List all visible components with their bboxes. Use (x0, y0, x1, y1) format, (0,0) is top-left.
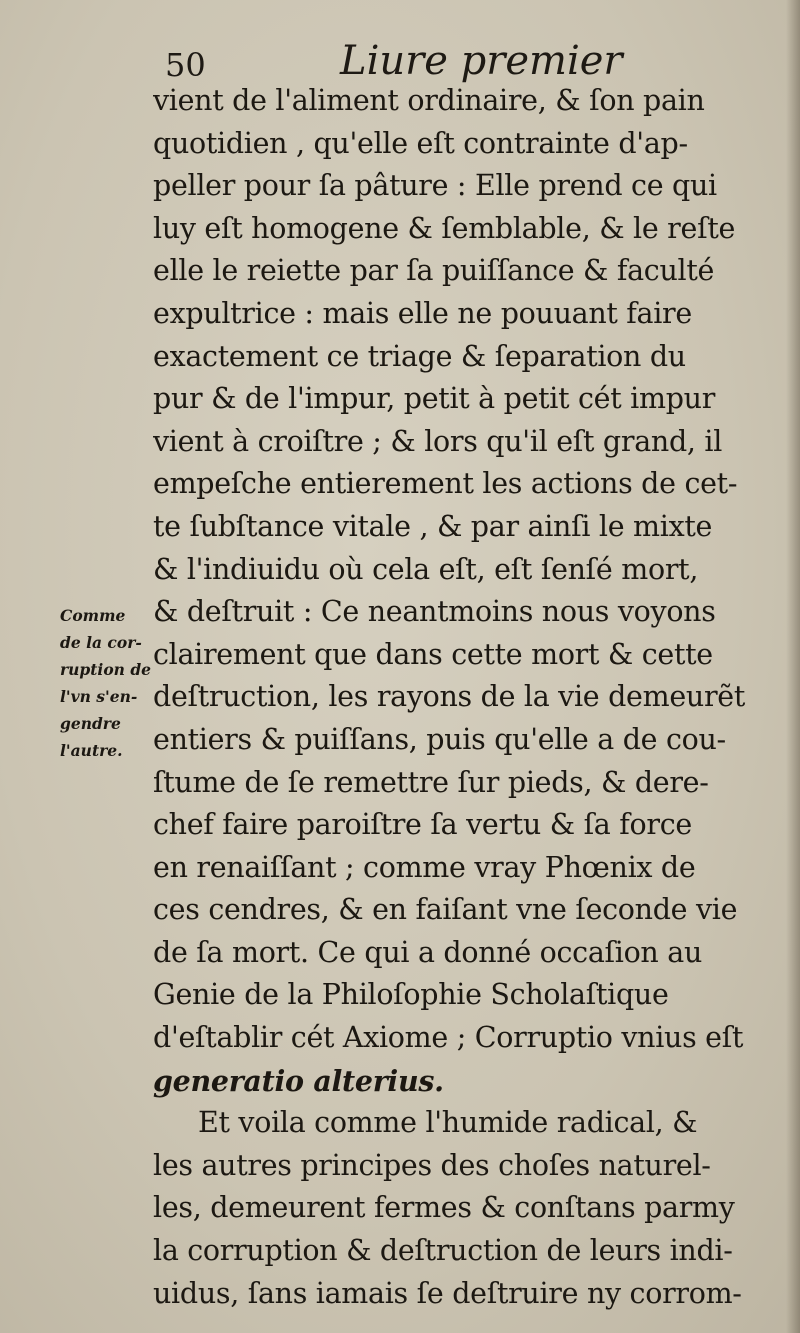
text-line: deſtruction, les rayons de la vie demeurẽt (153, 680, 746, 714)
marginal-note-line: l'autre. (60, 741, 123, 760)
text-line: Genie de la Philoſophie Scholaſtique (153, 978, 669, 1012)
text-line: clairement que dans cette mort & cette (153, 637, 713, 671)
text-line: exactement ce triage & ſeparation du (153, 339, 686, 373)
text-line: d'eſtablir cét Axiome ; Corruptio vnius eſt (153, 1021, 744, 1055)
running-title: Liure premier (340, 38, 623, 84)
marginal-note-line: ruption de (60, 660, 152, 679)
body-text (153, 80, 768, 1315)
text-line: empeſche entierement les actions de cet- (153, 467, 738, 501)
text-line: chef faire paroiſtre ſa vertu & ſa force (153, 808, 692, 842)
text-line: expultrice : mais elle ne pouuant faire (153, 296, 692, 330)
text-line: vient à croiſtre ; & lors qu'il eſt grand, il (153, 424, 723, 458)
text-line: pur & de l'impur, petit à petit cét impur (153, 382, 716, 416)
page-number: 50 (165, 46, 206, 84)
text-line: ſtume de ſe remettre ſur pieds, & dere- (153, 765, 709, 799)
text-line: peller pour ſa pâture : Elle prend ce qui (153, 169, 717, 203)
text-line: luy eſt homogene & ſemblable, & le reſte (153, 211, 736, 245)
text-line: vient de l'aliment ordinaire, & ſon pain (153, 84, 705, 117)
text-line: & deſtruit : Ce neantmoins nous voyons (153, 595, 716, 629)
marginal-note-line: Comme (60, 606, 126, 625)
text-line: la corruption & deſtruction de leurs indi- (153, 1234, 733, 1268)
text-line: entiers & puiſſans, puis qu'elle a de cou- (153, 722, 726, 756)
marginal-note-line: de la cor- (60, 633, 142, 652)
text-line: de ſa mort. Ce qui a donné occaſion au (153, 935, 702, 969)
marginal-note-line: gendre (60, 714, 121, 733)
marginal-note (60, 602, 155, 764)
text-line: quotidien , qu'elle eſt contrainte d'ap- (153, 126, 688, 160)
text-line: en renaiſſant ; comme vray Phœnix de (153, 850, 696, 884)
text-line: les autres principes des choſes naturel- (153, 1148, 711, 1182)
text-line: elle le reiette par ſa puiſſance & faculté (153, 254, 715, 288)
marginal-note-line: l'vn s'en- (60, 687, 138, 706)
text-line: & l'indiuidu où cela eſt, eſt ſenſé mort, (153, 552, 699, 586)
latin-maxim-line: generatio alterius. (153, 1063, 444, 1098)
text-line: te ſubſtance vitale , & par ainſi le mixte (153, 509, 713, 543)
text-line: les, demeurent fermes & conſtans parmy (153, 1191, 735, 1225)
paragraph-start-line: Et voila comme l'humide radical, & (198, 1106, 698, 1140)
text-line: ces cendres, & en faiſant vne ſeconde vie (153, 893, 738, 927)
text-line: uidus, ſans iamais ſe deſtruire ny corrom- (153, 1276, 742, 1310)
